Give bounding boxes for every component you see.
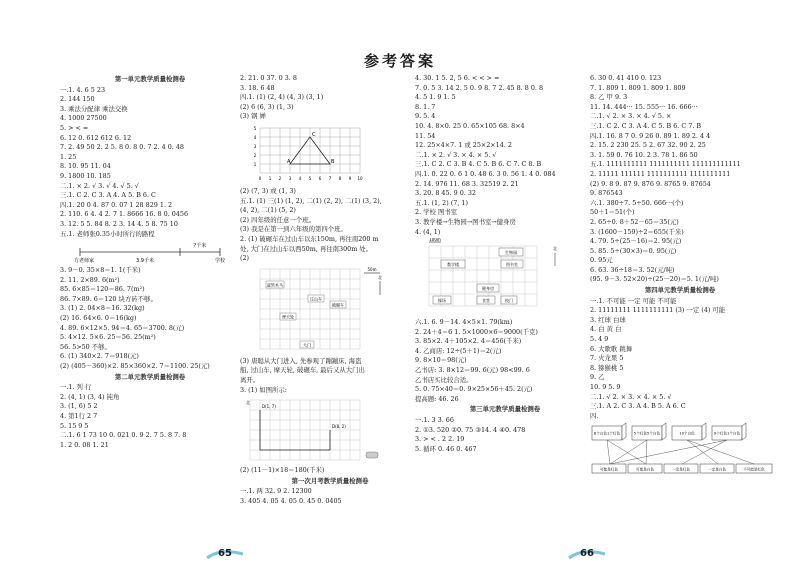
answer-line: 离开。 [240,375,260,384]
y-tick-label: 2 [253,152,257,158]
answer-line: 86. 7×89. 6＝120 块方砖不够。 [60,294,157,303]
answer-line: 2. 14. 976 11. 68 3. 32519 2. 21 [415,179,519,188]
answer-line: 7. 火龙果 5 [590,354,624,363]
answer-line: 五.1. 1111111111 1111111111 111111111111 [590,160,741,169]
answer-line: 9. 乙 [590,373,605,382]
section-title: 第一次月考教学质量检测卷 [291,476,369,485]
x-tick-label: 1 [268,175,272,181]
box-label: 10个白色 [679,431,695,436]
answer-line: 6. 63. 36÷18＝3. 52(元/吨) [590,265,675,274]
roller-coaster-label: 过山车 [310,296,322,302]
answer-line: 4. 30. 1 5. 2, 5 6. < < > = [415,74,500,82]
answer-line: 2. 144 150 [60,95,95,104]
answer-line: 2. 学校 图书室 [415,208,458,217]
answer-line: 2. (4, 1) (3, 4) 钝角 [60,392,120,401]
answer-line: 0. 95元 [590,256,613,265]
answer-line: 三.1. C 2. C 3. A 4. A 5. B 6. C [60,191,156,200]
answer-line [415,435,595,445]
answer-line: 2. 24＋4＝6 1. 5×1000×6＝9000(千克) [415,327,538,336]
answer-line: 二.1. √ 2. × 3. × 4. √ 5. × [590,112,672,121]
outcome-label: 一定是白色 [708,467,726,472]
answer-line: 10. 9 5. 9 [590,383,621,391]
answer-line: 一.1. 两 32. 9 2. 12300 [240,487,312,496]
y-tick-label: 4 [253,134,257,140]
answer-line: 五.1. (1) 三(1) (1, 2), 二(1) (2, 2), 二(1) (3, 2), [240,196,382,205]
x-tick-label: 6 [318,175,322,181]
answer-line: 2. 11. 2×89. 6(m²) [60,275,120,284]
page-number-right: 66 [580,548,594,559]
answer-line: 5. 4 9 [590,335,609,344]
ferris-wheel-label: 摩天轮 [282,314,294,320]
answer-line: 4. 乙商店: 12÷(5＋1)＝2(元) [415,346,502,355]
answer-line: 5. 15 9 5 [60,421,89,430]
outcome-label: 不可能是红色 [743,467,765,472]
total-distance-label: 3.9千米 [136,258,154,265]
playground-label: 操场 [438,298,446,304]
answer-line: (3) 我是在第一到六年级的第四个班。 [240,225,347,234]
answer-line: 3. 20. 8 45. 9 0. 32 [415,189,476,198]
answer-line: 4. 89. 6×12×5. 94＝4. 65＝3700. 8(元) [60,323,185,332]
answer-line: 7. 0. 5 3. 14 2. 5 0. 9 8. 7 2. 45 8. 8 0. 8 [415,83,544,92]
teacher-home-label: 方老师家 [74,258,95,265]
bumper-car-label: 破碾车 [332,302,344,308]
point-c-label: C [312,131,316,138]
point-a-label: A [287,158,291,165]
answer-line: 8. 10. 95 11. 04 [60,162,111,171]
answer-line: 4. 白 黄 白 [590,325,622,334]
x-tick-label: 2 [278,175,282,181]
answer-line: 2. (1) 破碾车在过山车以东150m, 再往南200 m [240,234,379,243]
answer-line: 3. 乘法分配律 乘法交换 [60,104,128,113]
box-label: 8个白色1个红色 [593,431,621,436]
answer-segment: 3. > < [415,435,438,444]
gym-label: 健身房 [482,286,494,292]
answer-line: 2. 65÷0. 8＋52－65＝35(元) [590,217,679,226]
answer-line: 3. 1. 59 0. 76 10. 2 3. 78 1. 86 50 [590,150,698,159]
section-title: 第四单元教学质量检测卷 [644,286,716,295]
answer-line: 7. 2. 49 50 2. 2 5. 8 0. 8 0. 7 2. 4 0. 48 [60,143,184,152]
outcome-label: 可能是白色 [636,467,654,472]
distance-line-diagram [60,240,230,264]
gate-label: 大门 [303,342,311,348]
answer-line: 三.1. A 2. C 3. A 4. B 5. A 6. C [590,402,686,411]
x-tick-label: 5 [308,175,312,181]
campus-map-diagram [415,238,565,316]
car-icon [366,452,378,458]
answer-line: 10. 4. 8×0. 25 0. 65×105 68. 8×4 [415,121,525,130]
answer-line: 2. 110. 6 4. 4 2. 7 1. 8666 16. 8 0. 0456 [60,210,189,219]
answer-line: 一.1. 列 行 [60,383,92,392]
answer-line: 二.1. × 2. √ 3. √ 4. √ 5. √ [60,181,139,190]
answer-line: 4. (4, 1) [415,227,441,236]
unknown-distance-label: ?千米 [193,243,207,250]
answer-line: 五.1. 老师张0.35小时所行的路程 [60,229,155,238]
answer-column-1 [60,74,240,450]
answer-line: 2. ①3. 520 ②0. 75 ③14. 4 ④0. 478 [415,425,526,434]
bio-garden-label: 生物园 [505,250,517,256]
answer-line: 一.1. 不可能 一定 可能 不可能 [590,296,677,305]
map-scale-label: 50m [367,266,377,272]
answer-line: 12. 25×4×7. 1 或 25×2×14. 2 [415,141,512,150]
school-label: 学校 [214,258,226,265]
answer-line: 7. 1. 809 1. 809 1. 809 1. 809 [590,83,686,92]
point-label: D(8, 2) [332,424,346,430]
answer-line: 5. 0. 75×40＝0. 9×25×56＋45. 2(元) [415,385,533,394]
answer-line: 三.1. C 2. C 3. A 4. C 5. B 6. C 7. B [590,121,702,130]
answer-line: 三.1. C 2. C 3. B 4. C 5. B 6. C 7. C 8. B [415,160,542,169]
answer-line: 6. 30 0. 41 410 0. 123 [590,74,662,82]
answer-line: 六.1. 6. 9－14. 4×5×1. 79(km) [415,318,513,327]
y-tick-label: 5 [253,125,257,131]
answer-line: 4. 79. 5÷(25－16)＝2. 95(元) [590,237,682,246]
answer-line: 5. 85. 5÷(30×3)＝0. 95(元) [590,246,677,255]
point-label: D(1, 7) [262,404,276,410]
north-label: 北 [246,400,250,406]
box-matching-diagram [590,422,775,478]
answer-line: 二.1. √ 2. × 3. × 4. × 5. √ [590,392,672,401]
section-title: 第一单元教学质量检测卷 [114,75,186,83]
answer-line: 四.1. (1) (2, 4) (4, 3) (3, 1) [240,93,324,102]
answer-line: 1. 25 [60,152,77,161]
answer-line: 1. 2 0. 08 1. 21 [60,440,109,449]
answer-line: (4, 2), 二(1) (5, 2) [240,206,296,215]
answer-segment: . 2 2. 19 [437,435,465,444]
teaching-building-label: 教学楼 [447,262,459,268]
answer-line: 四.1. 20 0 4. 87 0. 07 1 28 829 1. 2 [60,200,173,209]
x-tick-label: 8 [338,175,342,181]
answer-line: 56. 5>50 不够。 [60,342,111,351]
answer-line: 8. 1. 7 [415,102,436,111]
answer-line: (95. 9－3. 52×20)÷(25－20)＝5. 1(元/吨) [590,275,719,284]
coordinate-grid-diagram [240,123,380,185]
answer-line: 3. (1) 2. 04×8＝16. 32(kg) [60,304,145,313]
answer-line: 五.1. (1, 2) (7, 1) [415,198,468,207]
answer-line: (2) (11－1)×18＝180(千米) [240,466,325,475]
x-tick-label: 3 [288,175,292,181]
section-title: 第二单元教学质量检测卷 [114,372,186,381]
answer-line: 乙书店买比较合适。 [415,375,473,384]
answer-line: 3. 红球 白球 [590,315,626,324]
section-title: 第三单元教学质量检测卷 [469,405,541,414]
x-tick-label: 9 [348,175,352,181]
answer-line: 8. 猕猴桃 5 [590,363,624,372]
answer-column-4 [590,74,770,480]
answer-line: 9. 5. 4 [415,112,436,121]
answer-line: 6. 大歌歌 跳舞 [590,344,633,353]
answer-line: 6. (1) 340×2. 7＝918(元) [60,352,139,361]
answer-line: 3. (1, 6) 5 2 [60,402,98,411]
north-label: 北 [553,246,557,252]
route-grid-diagram [240,396,390,464]
answer-line: (3) 钢 婵 [240,112,266,121]
answer-line: 9. 8×10＝98(元) [415,356,467,365]
outcome-label: 可能是红色 [600,467,618,472]
answer-line: 四. [590,411,599,420]
answer-line: 9. 1800 10. 185 [60,171,111,180]
answer-column-2 [240,74,420,506]
answer-line: 处, 大门在过山车以西50m, 再往南300m 处。 [240,244,373,253]
answer-line: 3. (1) 如图所示: [240,385,287,394]
answer-line: 一.1. 3 3. 66 [415,416,454,425]
x-tick-label: 4 [298,175,302,181]
answer-line: (2) 四年级的任意一个班。 [240,215,315,224]
answer-line: 11. 14. 444··· 15. 555··· 16. 666··· [590,102,698,111]
answer-line: 船, 过山车, 摩天轮, 破碾车, 最后又从大门出 [240,366,365,375]
box-label: 5个红色5个白色 [633,431,661,436]
answer-line: 四.1. 16. 8 7 0. 9 26 0. 89 1. 89 2. 4 4 [590,131,711,140]
answer-line: (2) 6 (6, 3) (1, 3) [240,102,294,111]
answer-line: 4. 1000 27500 [60,114,107,123]
carousel-label: 旋转木马 [267,282,283,288]
y-tick-label: 1 [253,161,257,167]
answer-line: 6. 12 0. 612 612 6. 12 [60,133,132,142]
answer-line: 2. 11111 111111 1111111111 1111111111 [590,169,731,178]
outcome-label: 一定是红色 [672,467,690,472]
map-scale-label: 100m [429,238,441,243]
answer-line: 3. 9－0. 35×8＝1. 1(千米) [60,266,141,275]
answer-line: 2. 21. 0 37. 0 3. 8 [240,74,297,82]
x-tick-label: 10 [357,175,363,181]
answer-line: 11. 54 [415,131,436,140]
answer-line: 3. 405 4. 05 4. 05 0. 45 0. 0405 [240,496,342,505]
answer-line: 六.1. 380÷7. 5÷50. 666···(个) [590,198,684,207]
y-tick-label: 3 [253,143,257,149]
answer-line: (2) [240,254,250,263]
answer-line: 4. 5 1. 9 1. 5 [415,93,456,102]
answer-line: 乙书店: 3. 8×12＝99. 6(元) 98<99. 6 [415,366,530,375]
canteen-label: 食堂 [482,298,490,304]
park-map-diagram [240,265,390,355]
answer-line: 3. (1600－159)÷2＝655(千米) [590,227,684,236]
answer-line: 2. 11111111 1111111111 (3) 一定 (4) 可能 [590,306,726,315]
answer-line: (2) 9. 8 9. 87 9. 876 9. 8765 9. 87654 [590,179,711,188]
answer-line: 9. 876543 [590,189,623,198]
answer-line: (3) 唐聪从大门进入, 先参观了蹦蹦床, 海盗 [240,356,362,365]
x-tick-label: 7 [328,175,332,181]
answer-line: 8. 乙 甲 9. 3 [590,93,628,102]
point-b-label: B [331,158,335,165]
page-title: 参考答案 [363,52,436,70]
answer-line: (2) (405－360)×2. 85×360×2. 7＝1100. 25(元) [60,362,210,371]
answer-line: 85. 6×85＝120＝86. 7(m²) [60,285,145,294]
answer-line: 一.1. 4. 6 5 23 [60,85,106,94]
box-label: 9个红色1个白色 [713,431,741,436]
school-gate-label: 校门 [505,298,513,304]
answer-line: (2) 16. 64×6. 0＝16(kg) [60,314,137,323]
x-tick-label: 0 [258,175,262,181]
answer-line: 二.1. × 2. √ 3. × 4. × 5. √ [415,150,497,159]
north-label: 北 [378,274,382,280]
page-number-left: 65 [218,548,232,559]
answer-line: 5. > < = [60,123,89,132]
answer-line: 3. 教学楼→生物园→图书室→健身房 [415,217,516,226]
answer-line: 二.1. 6 1 73 10 0. 021 0. 9 2. 7 5. 8 7. 8 [60,431,187,440]
library-label: 图书室 [506,262,518,268]
answer-line: 4. 第1行 2 7 [60,412,98,420]
answer-line: 四.1. 0. 22 0. 6 1 0. 48 6. 3 0. 56 1. 4 0. 084 [415,169,556,178]
answer-line: 5. 4×12. 5×6. 25＝56. 25(m²) [60,333,156,342]
answer-line: 3. 12. 5 5. 84 8. 2 3. 14 4. 5 8. 75 10 [60,219,178,228]
answer-line: 2. 15. 2 230 25. 5 2. 67 32. 90 2. 25 [590,141,706,150]
answer-line: 50＋1＝51(个) [590,208,635,217]
answer-line: 5. 循环 0. 46 0. 467 [415,444,477,453]
answer-line: 提高题: 46. 26 [415,394,459,403]
answer-line: 3. 18. 6 48 [240,83,275,92]
answer-line: (2) (7, 3) 或 (1, 3) [240,186,296,195]
answer-column-3 [415,74,595,454]
answer-line: 3. 85×2. 4＋105×2. 4＝456(千米) [415,337,522,346]
